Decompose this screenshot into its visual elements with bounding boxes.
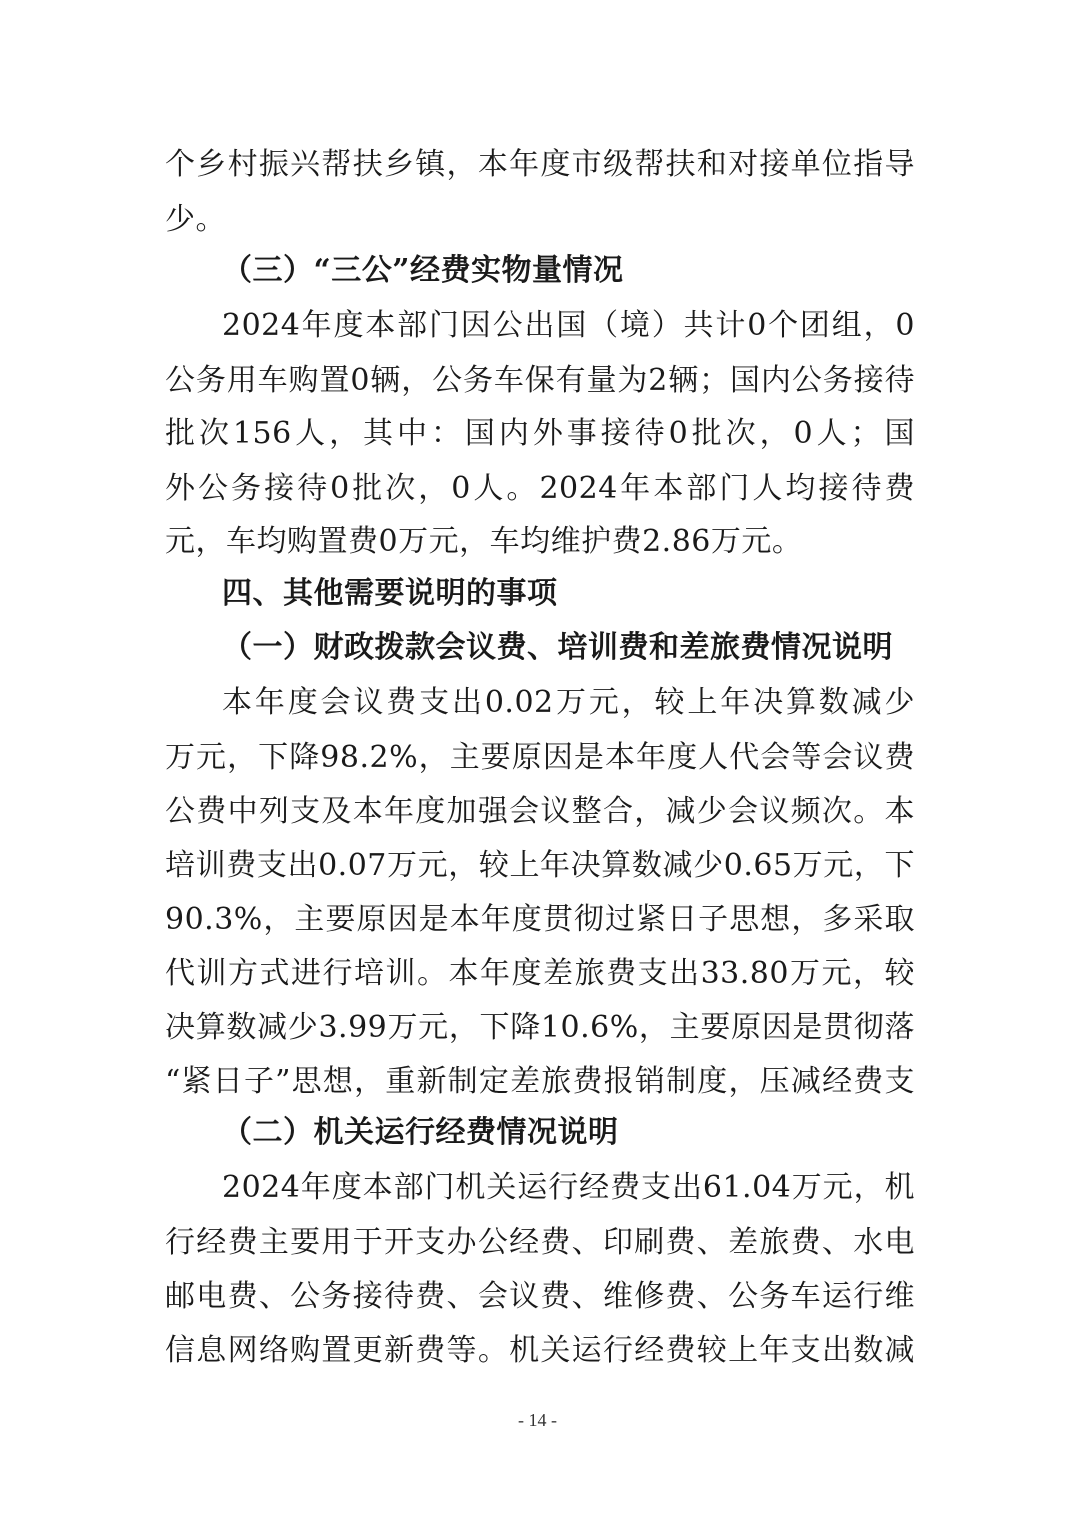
chapter-heading: 四、其他需要说明的事项 — [222, 576, 558, 611]
paragraph-line: 公费中列支及本年度加强会议整合，减少会议频次。本 — [165, 794, 915, 829]
paragraph-line: 90.3%，主要原因是本年度贯彻过紧日子思想，多采取 — [165, 902, 915, 937]
section-heading: （二）机关运行经费情况说明 — [222, 1115, 619, 1150]
paragraph-line: 代训方式进行培训。本年度差旅费支出33.80万元，较 — [165, 956, 915, 991]
paragraph-line: 元，车均购置费0万元，车均维护费2.86万元。 — [165, 524, 803, 559]
section-heading: （一）财政拨款会议费、培训费和差旅费情况说明 — [222, 630, 893, 665]
paragraph-line: 2024年度本部门因公出国（境）共计0个团组，0 — [222, 308, 915, 343]
paragraph-line: 万元，下降98.2%，主要原因是本年度人代会等会议费 — [165, 740, 915, 775]
section-heading: （三）“三公”经费实物量情况 — [222, 253, 624, 288]
paragraph-line: 批次156人，其中：国内外事接待0批次，0人；国 — [165, 416, 915, 451]
paragraph-line: 决算数减少3.99万元，下降10.6%，主要原因是贯彻落 — [165, 1010, 915, 1045]
paragraph-line: 公务用车购置0辆，公务车保有量为2辆；国内公务接待 — [165, 363, 915, 398]
paragraph-line: 行经费主要用于开支办公经费、印刷费、差旅费、水电 — [165, 1225, 915, 1260]
paragraph-line: 本年度会议费支出0.02万元，较上年决算数减少 — [222, 685, 915, 720]
paragraph-line: 少。 — [165, 202, 226, 237]
paragraph-line: “紧日子”思想，重新制定差旅费报销制度，压减经费支 — [165, 1064, 915, 1099]
paragraph-line: 2024年度本部门机关运行经费支出61.04万元，机 — [222, 1170, 915, 1205]
paragraph-line: 个乡村振兴帮扶乡镇，本年度市级帮扶和对接单位指导 — [165, 147, 915, 182]
paragraph-line: 外公务接待0批次，0人。2024年本部门人均接待费 — [165, 471, 915, 506]
page-number: - 14 - — [518, 1410, 557, 1430]
paragraph-line: 信息网络购置更新费等。机关运行经费较上年支出数减 — [165, 1333, 915, 1368]
paragraph-line: 邮电费、公务接待费、会议费、维修费、公务车运行维 — [165, 1279, 915, 1314]
paragraph-line: 培训费支出0.07万元，较上年决算数减少0.65万元，下 — [165, 848, 915, 883]
